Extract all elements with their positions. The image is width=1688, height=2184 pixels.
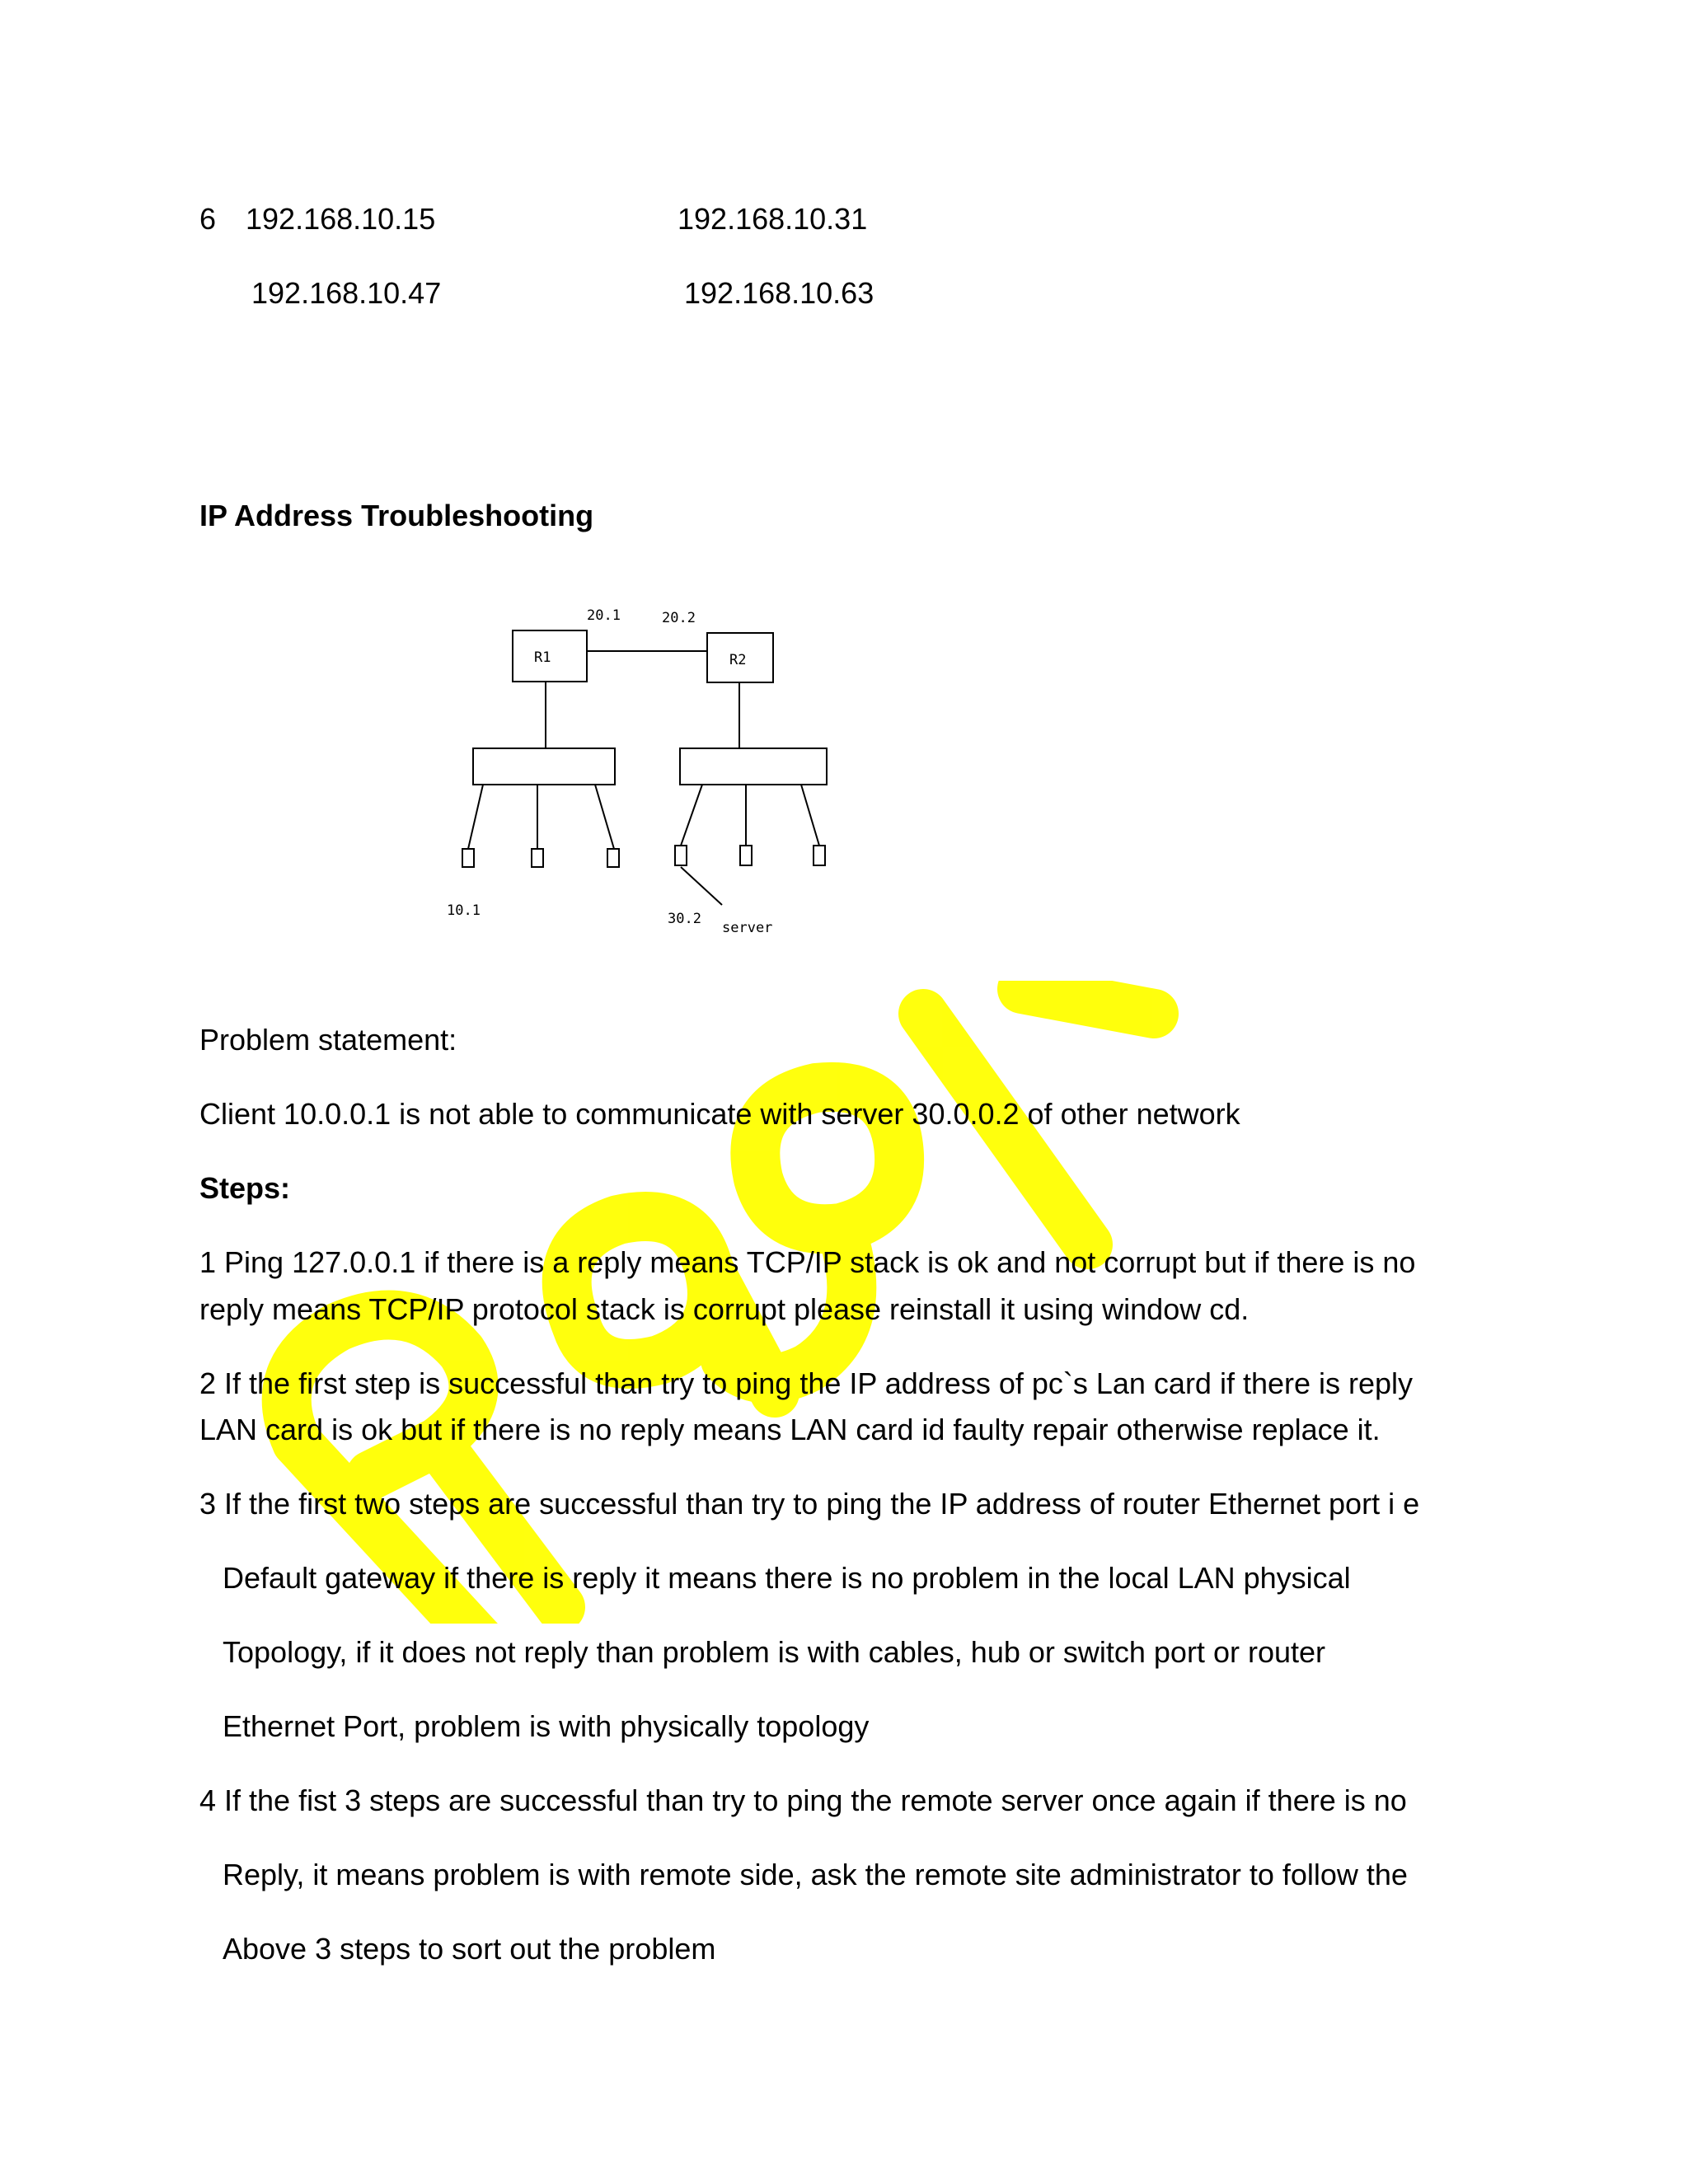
host-server xyxy=(675,846,687,865)
step-3-line-1: 3 If the first two steps are successful than try to ping the IP address of router Ethernet port i e xyxy=(199,1487,1420,1521)
section-title: IP Address Troubleshooting xyxy=(199,499,594,532)
step-4-line-3: Above 3 steps to sort out the problem xyxy=(223,1932,716,1966)
network-diagram xyxy=(412,577,907,956)
step-3-line-3: Topology, if it does not reply than problem is with cables, hub or switch port or router xyxy=(223,1635,1325,1669)
host-right-3 xyxy=(814,846,825,865)
step-4-line-1: 4 If the fist 3 steps are successful than try to ping the remote server once again if there is no xyxy=(199,1783,1407,1817)
problem-text: Client 10.0.0.1 is not able to communicate with server 30.0.0.2 of other network xyxy=(199,1097,1240,1131)
host-right-2 xyxy=(740,846,752,865)
label-server: server xyxy=(722,920,773,936)
subnet-row1-col-a: 192.168.10.15 xyxy=(246,202,436,236)
switch-left-box xyxy=(473,748,615,785)
step-1-line-1: 1 Ping 127.0.0.1 if there is a reply means TCP/IP stack is ok and not corrupt but if there is no xyxy=(199,1245,1416,1279)
label-link-left: 20.1 xyxy=(587,607,621,624)
label-client-ip: 10.1 xyxy=(447,902,481,919)
step-1-line-2: reply means TCP/IP protocol stack is corrupt please reinstall it using window cd. xyxy=(199,1292,1250,1326)
problem-heading: Problem statement: xyxy=(199,1023,457,1057)
subnet-row2-col-a: 192.168.10.47 xyxy=(251,276,442,310)
subnet-row1-col-b: 192.168.10.31 xyxy=(678,202,868,236)
label-r1: R1 xyxy=(534,649,551,666)
host-left-2 xyxy=(532,849,543,867)
label-r2: R2 xyxy=(729,652,747,668)
label-link-right: 20.2 xyxy=(662,610,696,626)
host-left-1 xyxy=(462,849,474,867)
switch-right-box xyxy=(680,748,827,785)
step-2-line-1: 2 If the first step is successful than try to ping the IP address of pc`s Lan card if there is reply xyxy=(199,1366,1414,1400)
step-4-line-2: Reply, it means problem is with remote side, ask the remote site administrator to follow the xyxy=(223,1858,1408,1891)
step-3-line-2: Default gateway if there is reply it means there is no problem in the local LAN physical xyxy=(223,1561,1351,1595)
host-left-3 xyxy=(607,849,619,867)
step-3-line-4: Ethernet Port, problem is with physically topology xyxy=(223,1709,870,1743)
subnet-row2-col-b: 192.168.10.63 xyxy=(684,276,874,310)
steps-heading: Steps: xyxy=(199,1171,291,1205)
subnet-row-index: 6 xyxy=(199,202,217,236)
step-2-line-2: LAN card is ok but if there is no reply means LAN card id faulty repair otherwise replace it. xyxy=(199,1413,1381,1446)
label-server-ip: 30.2 xyxy=(668,911,701,927)
